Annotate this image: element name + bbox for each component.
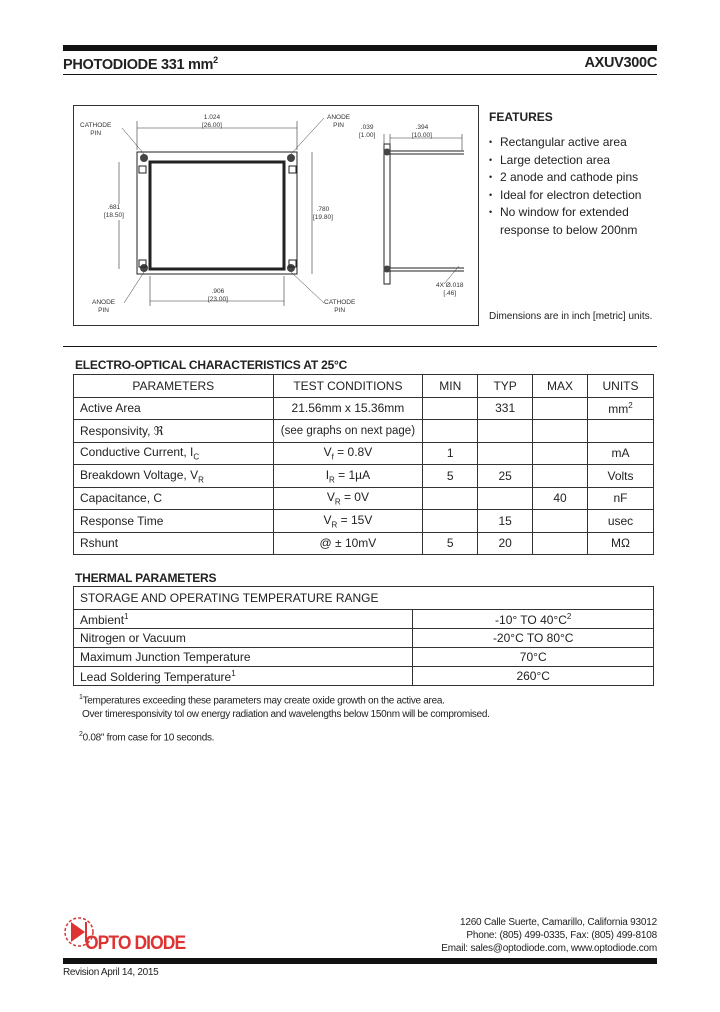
table-row	[74, 397, 654, 420]
units-cell: mA	[588, 442, 654, 465]
table-row	[74, 510, 654, 533]
thermal-label: Maximum Junction Temperature	[74, 648, 413, 667]
min-cell	[423, 420, 478, 443]
dimensions-note: Dimensions are in inch [metric] units.	[489, 311, 653, 322]
thermal-table	[73, 586, 654, 686]
condition-cell: $V_f = 0.8V$	[273, 442, 423, 465]
condition-cell: 21.56mm x 15.36mm	[273, 397, 423, 420]
phone-line: Phone: (805) 499-0335, Fax: (805) 499-8108	[466, 930, 657, 941]
typ-cell	[478, 442, 533, 465]
thermal-header: STORAGE AND OPERATING TEMPERATURE RANGE	[74, 587, 654, 610]
min-cell	[423, 397, 478, 420]
min-cell: 5	[423, 465, 478, 488]
list-item: • Large detection area	[489, 152, 641, 170]
max-cell	[533, 532, 588, 555]
thermal-label: Lead Soldering Temperature$^1$	[74, 667, 413, 686]
column-header: PARAMETERS	[74, 375, 274, 398]
units-cell: nF	[588, 487, 654, 510]
list-item: • Rectangular active area	[489, 134, 641, 152]
table-row	[74, 487, 654, 510]
typ-cell: 20	[478, 532, 533, 555]
max-cell	[533, 420, 588, 443]
list-item: • Ideal for electron detection	[489, 187, 641, 205]
page-title: PHOTODIODE 331 $mm^2$	[63, 55, 218, 73]
top-rule	[63, 45, 657, 51]
bottom-dimension: .906 [23.00]	[208, 288, 228, 303]
mechanical-drawing	[73, 105, 479, 326]
param-cell: Responsivity, ℜ	[74, 420, 274, 443]
column-header: MAX	[533, 375, 588, 398]
thermal-value: 70°C	[413, 648, 654, 667]
column-header: TEST CONDITIONS	[273, 375, 423, 398]
side-thickness-dimension: .039 [1.00]	[359, 124, 376, 139]
column-header: UNITS	[588, 375, 654, 398]
units-cell: usec	[588, 510, 654, 533]
max-cell	[533, 465, 588, 488]
condition-cell: $I_R = 1\mu A$	[273, 465, 423, 488]
param-cell: Active Area	[74, 397, 274, 420]
height-dimension: .681 [18.50]	[104, 204, 124, 219]
header-underline	[63, 74, 657, 75]
condition-cell: (see graphs on next page)	[273, 420, 423, 443]
condition-cell: $V_R = 15V$	[273, 510, 423, 533]
thermal-section-title: THERMAL PARAMETERS	[75, 571, 217, 585]
cathode-pin-top-label: CATHODE PIN	[80, 122, 112, 137]
units-cell: $mm^2$	[588, 397, 654, 420]
features-title: FEATURES	[489, 110, 553, 124]
max-cell	[533, 510, 588, 533]
features-list	[489, 134, 641, 239]
condition-cell: @ ± 10mV	[273, 532, 423, 555]
column-header: TYP	[478, 375, 533, 398]
table-row	[74, 667, 654, 686]
table-header-row	[74, 375, 654, 398]
electro-optical-table	[73, 374, 654, 555]
max-cell	[533, 397, 588, 420]
address-line: 1260 Calle Suerte, Camarillo, California 93012	[459, 917, 657, 928]
condition-cell: $V_R = 0V$	[273, 487, 423, 510]
table-row	[74, 420, 654, 443]
param-cell: Conductive Current, $I_C$	[74, 442, 274, 465]
cathode-pin-bottom-label: CATHODE PIN	[324, 299, 356, 314]
bottom-rule	[63, 958, 657, 964]
table-row	[74, 629, 654, 648]
list-item-continuation: response to below 200nm	[500, 222, 638, 237]
units-cell	[588, 420, 654, 443]
email-line: Email: sales@optodiode.com, www.optodiode.com	[441, 943, 657, 954]
company-address	[441, 916, 657, 955]
max-cell: 40	[533, 487, 588, 510]
typ-cell	[478, 420, 533, 443]
thermal-value: 260°C	[413, 667, 654, 686]
logo-text: OPTO DIODE	[85, 933, 186, 954]
param-cell: Rshunt	[74, 532, 274, 555]
units-cell: Volts	[588, 465, 654, 488]
anode-pin-bottom-label: ANODE PIN	[92, 299, 116, 314]
thermal-value: -20°C TO 80°C	[413, 629, 654, 648]
min-cell: 1	[423, 442, 478, 465]
thermal-label: Ambient$^1$	[74, 610, 413, 629]
typ-cell	[478, 487, 533, 510]
section-divider	[63, 346, 657, 347]
anode-pin-top-label: ANODE PIN	[327, 114, 351, 129]
thermal-label: Nitrogen or Vacuum	[74, 629, 413, 648]
param-cell: Capacitance, C	[74, 487, 274, 510]
typ-cell: 15	[478, 510, 533, 533]
footnote-2: $^2$0.08" from case for 10 seconds.	[79, 731, 215, 744]
table-row	[74, 442, 654, 465]
units-cell: MΩ	[588, 532, 654, 555]
min-cell: 5	[423, 532, 478, 555]
param-cell: Response Time	[74, 510, 274, 533]
table-row	[74, 532, 654, 555]
typ-cell: 331	[478, 397, 533, 420]
inner-height-dimension: .780 [19.80]	[313, 206, 333, 221]
list-item: • 2 anode and cathode pins	[489, 169, 641, 187]
min-cell	[423, 510, 478, 533]
table-row	[74, 610, 654, 629]
min-cell	[423, 487, 478, 510]
footnote-1-continued: Over timeresponsivity tol ow energy radiation and wavelengths below 150nm will be compromised.	[82, 709, 490, 720]
param-cell: Breakdown Voltage, $V_R$	[74, 465, 274, 488]
table-row	[74, 465, 654, 488]
footnote-1: $^1$Temperatures exceeding these parameters may create oxide growth on the active area.	[79, 694, 445, 707]
eo-section-title: ELECTRO-OPTICAL CHARACTERISTICS AT 25°C	[75, 358, 348, 372]
opto-diode-logo	[63, 914, 213, 961]
part-number: AXUV300C	[584, 55, 657, 71]
pin-diameter-dimension: 4X Ø.018 [.46]	[436, 282, 464, 297]
table-row	[74, 648, 654, 667]
thermal-value: -10° TO $40^\circ C^2$	[413, 610, 654, 629]
typ-cell: 25	[478, 465, 533, 488]
max-cell	[533, 442, 588, 465]
column-header: MIN	[423, 375, 478, 398]
width-dimension: 1.024 [26.00]	[202, 114, 222, 129]
revision-date: Revision April 14, 2015	[63, 967, 159, 978]
table-header-row	[74, 587, 654, 610]
list-item: • No window for extended	[489, 204, 641, 222]
pin-length-dimension: .394 [10.00]	[412, 124, 432, 139]
